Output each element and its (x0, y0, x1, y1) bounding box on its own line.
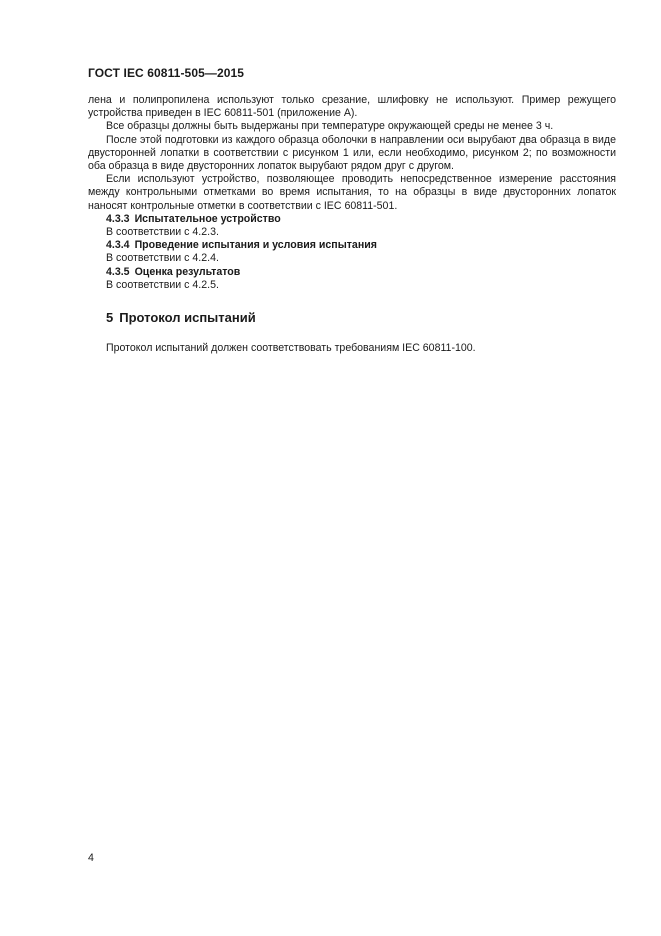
subsection-heading (106, 239, 616, 252)
subsection-4-3-4 (88, 239, 616, 265)
subsection-title: Оценка результатов (134, 265, 241, 278)
subsection-number: 4.3.3 (106, 212, 130, 225)
subsection-title: Испытательное устройство (134, 212, 281, 225)
page-content (88, 94, 616, 355)
paragraph-continuation: лена и полипропилена используют только срезание, шлифовку не используют. Пример режущего устройства приведен в IEC 60811-501 (приложение А). (88, 94, 616, 120)
subsection-text: В соответствии с 4.2.4. (106, 252, 219, 265)
subsection-heading (106, 266, 616, 279)
subsection-title: Проведение испытания и условия испытания (134, 239, 377, 252)
page-number: 4 (88, 852, 94, 864)
subsection-text: В соответствии с 4.2.5. (106, 278, 219, 291)
section-heading (88, 310, 616, 326)
section-number: 5 (106, 310, 114, 326)
subsection-heading (106, 213, 616, 226)
subsection-text: В соответствии с 4.2.3. (106, 226, 219, 239)
paragraph-gauge-marks: Если используют устройство, позволяющее проводить непосредственное измерение расстояния между контрольными отметками во время испытания, то на образцы в виде двусторонних лопаток наносят контрольные отметки в соответствии с IEC 60811-501. (88, 173, 616, 212)
paragraph-specimen-cutting: После этой подготовки из каждого образца оболочки в направлении оси вырубают два образца в виде двусторонней лопатки в соответствии с рисунком 1 или, если необходимо, рисунком 2; по возможности оба образца в виде двусторонних лопаток вырубают рядом друг с другом. (88, 133, 616, 173)
document-header: ГОСТ IEC 60811-505—2015 (88, 66, 245, 80)
subsection-number: 4.3.5 (106, 265, 130, 278)
subsection-4-3-5 (88, 266, 616, 292)
subsection-number: 4.3.4 (106, 239, 130, 252)
subsection-4-3-3 (88, 213, 616, 239)
paragraph-conditioning: Все образцы должны быть выдержаны при температуре окружающей среды не менее 3 ч. (106, 120, 554, 133)
section-text: Протокол испытаний должен соответствовать требованиям IEC 60811-100. (106, 342, 476, 355)
section-title: Протокол испытаний (119, 310, 256, 326)
